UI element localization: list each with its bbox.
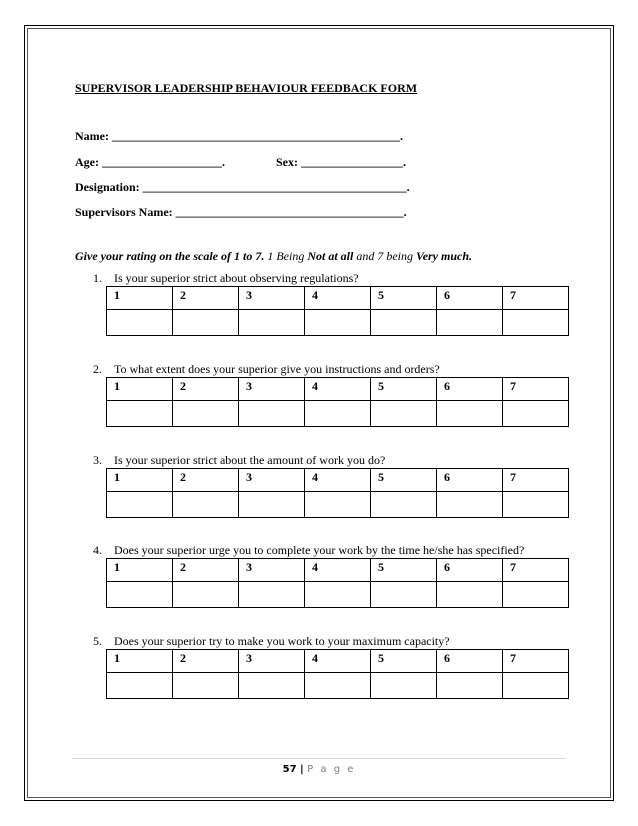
rating-scale-cell: 4 bbox=[305, 287, 371, 310]
page-footer bbox=[0, 764, 638, 775]
rating-answer-cell[interactable] bbox=[305, 310, 371, 336]
rating-answer-cell[interactable] bbox=[173, 673, 239, 699]
rating-answer-row bbox=[107, 492, 569, 518]
rating-scale-cell: 7 bbox=[503, 287, 569, 310]
rating-scale-cell: 3 bbox=[239, 287, 305, 310]
rating-answer-cell[interactable] bbox=[437, 673, 503, 699]
rating-scale-cell: 5 bbox=[371, 559, 437, 582]
question-number: 4. bbox=[93, 543, 102, 557]
rating-answer-cell[interactable] bbox=[239, 673, 305, 699]
rating-answer-cell[interactable] bbox=[437, 401, 503, 427]
rating-answer-row bbox=[107, 310, 569, 336]
rating-scale-cell: 1 bbox=[107, 650, 173, 673]
rating-answer-cell[interactable] bbox=[371, 310, 437, 336]
rating-answer-cell[interactable] bbox=[503, 582, 569, 608]
rating-answer-cell[interactable] bbox=[107, 492, 173, 518]
rating-answer-cell[interactable] bbox=[503, 401, 569, 427]
question-label bbox=[93, 271, 359, 286]
rating-scale-cell: 2 bbox=[173, 378, 239, 401]
rating-answer-cell[interactable] bbox=[371, 673, 437, 699]
age-field[interactable]: Age: ____________________. bbox=[75, 155, 225, 169]
rating-scale-cell: 6 bbox=[437, 287, 503, 310]
page-number: 57 bbox=[282, 764, 297, 775]
rating-scale-cell: 1 bbox=[107, 378, 173, 401]
rating-scale-cell: 5 bbox=[371, 378, 437, 401]
rating-answer-cell[interactable] bbox=[503, 310, 569, 336]
question-number: 2. bbox=[93, 362, 102, 376]
rating-scale-cell: 3 bbox=[239, 650, 305, 673]
instruction-part2: 1 Being bbox=[264, 249, 308, 263]
rating-table bbox=[106, 468, 569, 518]
rating-answer-cell[interactable] bbox=[305, 401, 371, 427]
rating-scale-cell: 2 bbox=[173, 650, 239, 673]
instruction-part1: Give your rating on the scale of 1 to 7. bbox=[75, 249, 265, 263]
rating-scale-cell: 7 bbox=[503, 650, 569, 673]
rating-answer-cell[interactable] bbox=[107, 673, 173, 699]
rating-scale-cell: 6 bbox=[437, 378, 503, 401]
rating-answer-cell[interactable] bbox=[107, 582, 173, 608]
rating-scale-cell: 4 bbox=[305, 650, 371, 673]
rating-scale-cell: 2 bbox=[173, 559, 239, 582]
supervisor-name-field[interactable]: Supervisors Name: ______________________________________. bbox=[75, 205, 407, 219]
rating-scale-row bbox=[107, 287, 569, 310]
question-label bbox=[93, 362, 440, 377]
rating-answer-cell[interactable] bbox=[239, 310, 305, 336]
footer-separator: | bbox=[296, 764, 308, 775]
rating-scale-cell: 6 bbox=[437, 469, 503, 492]
rating-answer-cell[interactable] bbox=[305, 492, 371, 518]
question-text: Does your superior urge you to complete your work by the time he/she has specified? bbox=[114, 543, 525, 557]
rating-scale-cell: 6 bbox=[437, 650, 503, 673]
rating-answer-cell[interactable] bbox=[173, 401, 239, 427]
rating-table bbox=[106, 558, 569, 608]
rating-answer-cell[interactable] bbox=[437, 582, 503, 608]
rating-scale-cell: 1 bbox=[107, 559, 173, 582]
designation-field[interactable]: Designation: ____________________________________________. bbox=[75, 180, 410, 194]
rating-answer-cell[interactable] bbox=[107, 310, 173, 336]
rating-table bbox=[106, 377, 569, 427]
rating-scale-cell: 3 bbox=[239, 378, 305, 401]
footer-divider bbox=[72, 758, 566, 759]
question-number: 3. bbox=[93, 453, 102, 467]
rating-scale-row bbox=[107, 469, 569, 492]
rating-answer-cell[interactable] bbox=[503, 492, 569, 518]
rating-scale-row bbox=[107, 650, 569, 673]
rating-answer-cell[interactable] bbox=[371, 582, 437, 608]
rating-scale-row bbox=[107, 378, 569, 401]
rating-answer-cell[interactable] bbox=[437, 310, 503, 336]
rating-scale-cell: 7 bbox=[503, 559, 569, 582]
rating-scale-cell: 1 bbox=[107, 469, 173, 492]
rating-instruction bbox=[75, 249, 472, 264]
name-field[interactable]: Name: ________________________________________________. bbox=[75, 129, 403, 143]
question-label bbox=[93, 543, 524, 558]
rating-scale-cell: 4 bbox=[305, 559, 371, 582]
question-text: Is your superior strict about observing regulations? bbox=[114, 271, 359, 285]
instruction-part3: Not at all bbox=[307, 249, 354, 263]
rating-scale-row bbox=[107, 559, 569, 582]
rating-scale-cell: 1 bbox=[107, 287, 173, 310]
rating-answer-cell[interactable] bbox=[239, 582, 305, 608]
rating-scale-cell: 5 bbox=[371, 287, 437, 310]
page-word: P a g e bbox=[307, 764, 356, 775]
rating-answer-row bbox=[107, 673, 569, 699]
rating-scale-cell: 2 bbox=[173, 469, 239, 492]
rating-table bbox=[106, 286, 569, 336]
rating-answer-cell[interactable] bbox=[173, 582, 239, 608]
rating-table bbox=[106, 649, 569, 699]
question-text: To what extent does your superior give you instructions and orders? bbox=[114, 362, 440, 376]
rating-scale-cell: 7 bbox=[503, 469, 569, 492]
rating-answer-cell[interactable] bbox=[239, 492, 305, 518]
question-label bbox=[93, 634, 450, 649]
sex-field[interactable]: Sex: _________________. bbox=[276, 155, 406, 169]
rating-answer-cell[interactable] bbox=[371, 492, 437, 518]
instruction-part4: and 7 being bbox=[353, 249, 417, 263]
question-number: 5. bbox=[93, 634, 102, 648]
rating-answer-cell[interactable] bbox=[239, 401, 305, 427]
instruction-part5: Very much. bbox=[416, 249, 473, 263]
rating-scale-cell: 4 bbox=[305, 378, 371, 401]
rating-scale-cell: 7 bbox=[503, 378, 569, 401]
rating-answer-cell[interactable] bbox=[305, 582, 371, 608]
rating-scale-cell: 5 bbox=[371, 650, 437, 673]
form-title: SUPERVISOR LEADERSHIP BEHAVIOUR FEEDBACK FORM bbox=[75, 81, 418, 95]
rating-answer-cell[interactable] bbox=[437, 492, 503, 518]
rating-answer-cell[interactable] bbox=[371, 401, 437, 427]
rating-scale-cell: 6 bbox=[437, 559, 503, 582]
question-label bbox=[93, 453, 385, 468]
rating-scale-cell: 3 bbox=[239, 559, 305, 582]
question-text: Does your superior try to make you work to your maximum capacity? bbox=[114, 634, 450, 648]
rating-answer-cell[interactable] bbox=[173, 492, 239, 518]
question-number: 1. bbox=[93, 271, 102, 285]
rating-scale-cell: 5 bbox=[371, 469, 437, 492]
rating-answer-cell[interactable] bbox=[503, 673, 569, 699]
question-text: Is your superior strict about the amount of work you do? bbox=[114, 453, 386, 467]
rating-answer-row bbox=[107, 401, 569, 427]
rating-answer-cell[interactable] bbox=[107, 401, 173, 427]
rating-answer-cell[interactable] bbox=[305, 673, 371, 699]
rating-scale-cell: 4 bbox=[305, 469, 371, 492]
rating-scale-cell: 2 bbox=[173, 287, 239, 310]
rating-answer-row bbox=[107, 582, 569, 608]
rating-scale-cell: 3 bbox=[239, 469, 305, 492]
rating-answer-cell[interactable] bbox=[173, 310, 239, 336]
